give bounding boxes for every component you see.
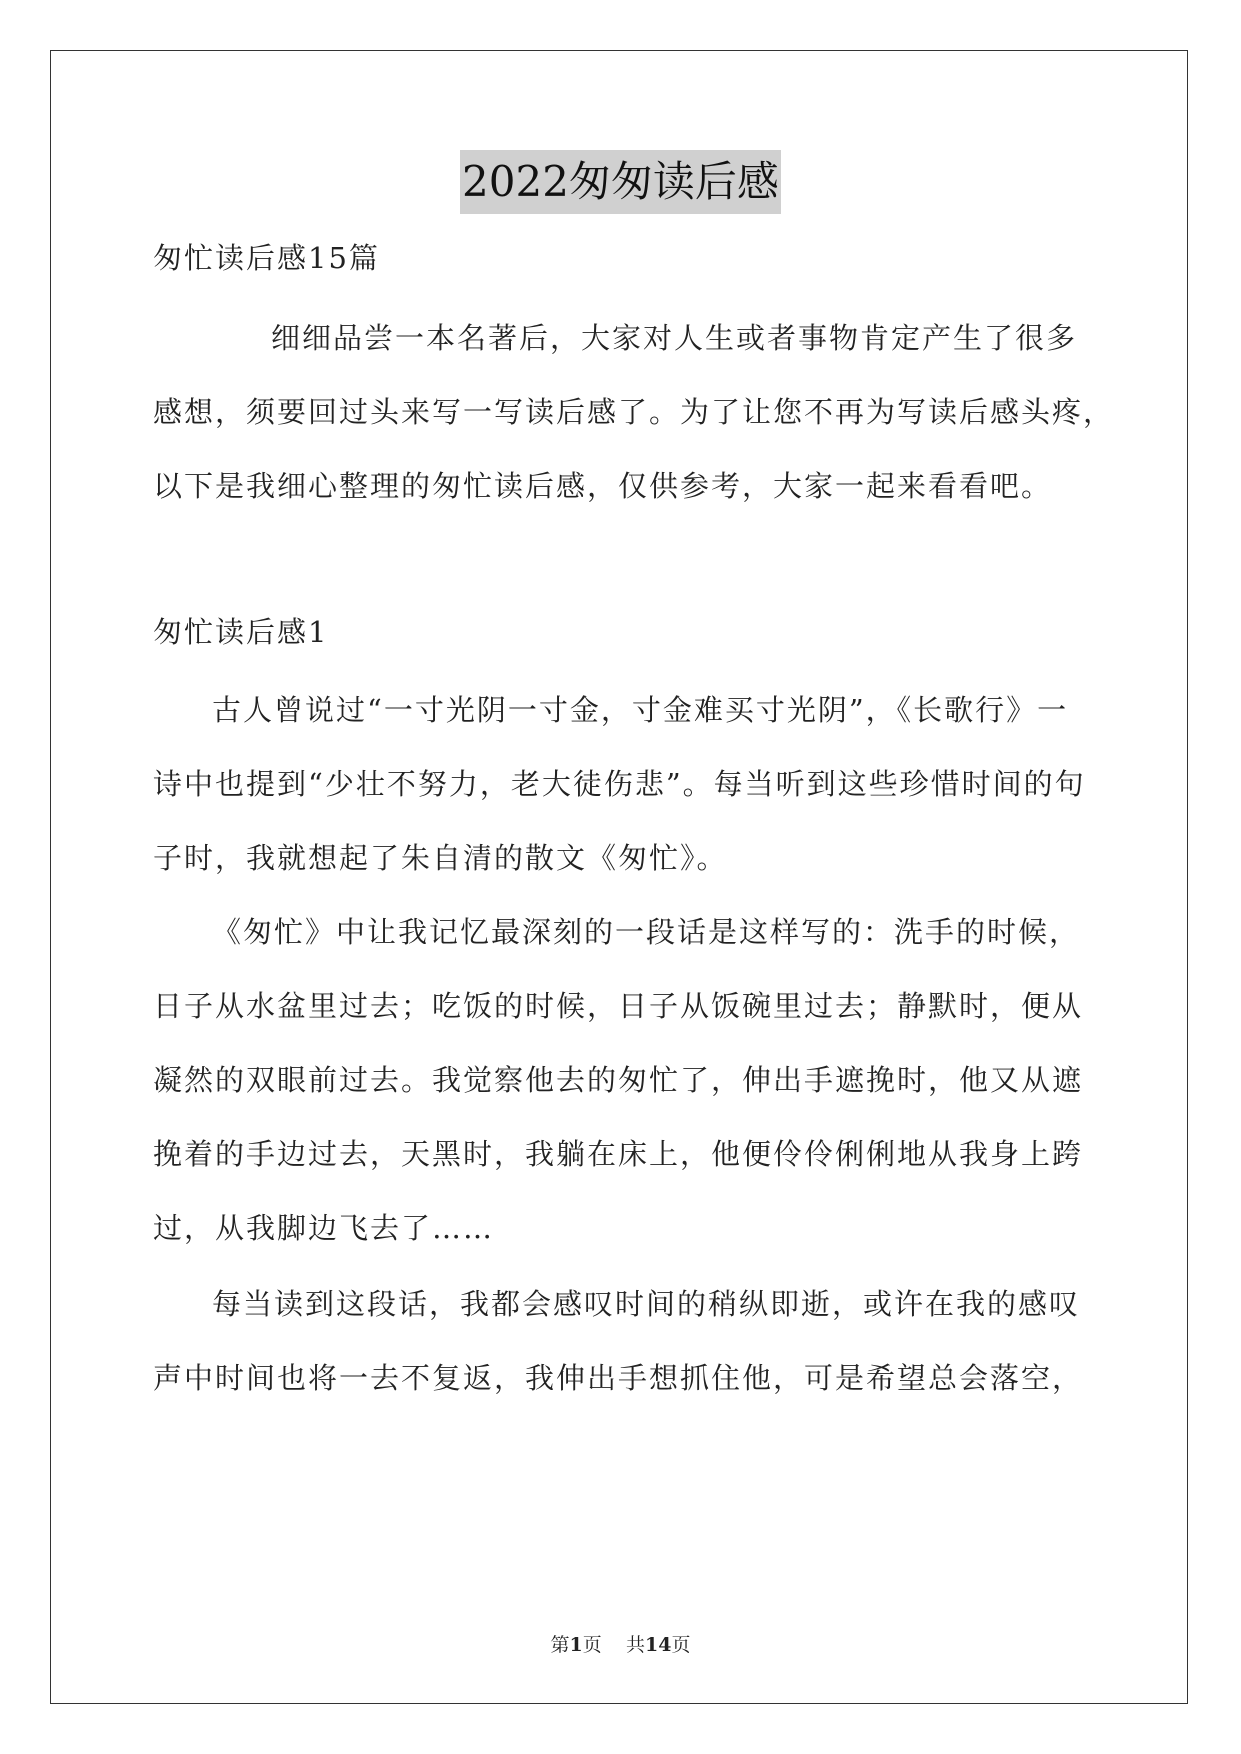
page-suffix: 页 — [582, 1634, 602, 1656]
page-number: 1 — [569, 1634, 583, 1656]
body-line: 《匆忙》中让我记忆最深刻的一段话是这样写的：洗手的时候， — [212, 915, 1081, 949]
intro-line: 细细品尝一本名著后，大家对人生或者事物肯定产生了很多 — [271, 321, 1078, 355]
body-line: 子时，我就想起了朱自清的散文《匆忙》。 — [153, 841, 728, 875]
total-suffix: 页 — [671, 1634, 691, 1656]
body-line: 古人曾说过“一寸光阴一寸金，寸金难买寸光阴”，《长歌行》一 — [212, 693, 1069, 727]
document-title: 2022匆匆读后感 — [460, 150, 781, 214]
total-pages: 14 — [644, 1634, 672, 1656]
page-prefix: 第 — [550, 1634, 570, 1656]
body-line: 日子从水盆里过去；吃饭的时候，日子从饭碗里过去；静默时，便从 — [153, 989, 1084, 1023]
title-container — [0, 150, 1241, 214]
body-line: 声中时间也将一去不复返，我伸出手想抓住他，可是希望总会落空， — [153, 1361, 1084, 1395]
body-line: 诗中也提到“少壮不努力，老大徒伤悲”。每当听到这些珍惜时间的句 — [153, 767, 1086, 801]
section-heading: 匆忙读后感1 — [153, 615, 329, 649]
intro-line: 以下是我细心整理的匆忙读后感，仅供参考，大家一起来看看吧。 — [153, 469, 1053, 503]
body-line: 过，从我脚边飞去了…… — [153, 1211, 495, 1245]
document-subtitle: 匆忙读后感15篇 — [153, 241, 380, 275]
body-line: 每当读到这段话，我都会感叹时间的稍纵即逝，或许在我的感叹 — [212, 1287, 1081, 1321]
page-footer — [0, 1630, 1241, 1657]
body-line: 挽着的手边过去，天黑时，我躺在床上，他便伶伶俐俐地从我身上跨 — [153, 1137, 1084, 1171]
body-line: 凝然的双眼前过去。我觉察他去的匆忙了，伸出手遮挽时，他又从遮 — [153, 1063, 1084, 1097]
intro-line: 感想，须要回过头来写一写读后感了。为了让您不再为写读后感头疼， — [153, 395, 1115, 429]
page-border — [50, 50, 1188, 1704]
total-prefix: 共 — [625, 1634, 645, 1656]
